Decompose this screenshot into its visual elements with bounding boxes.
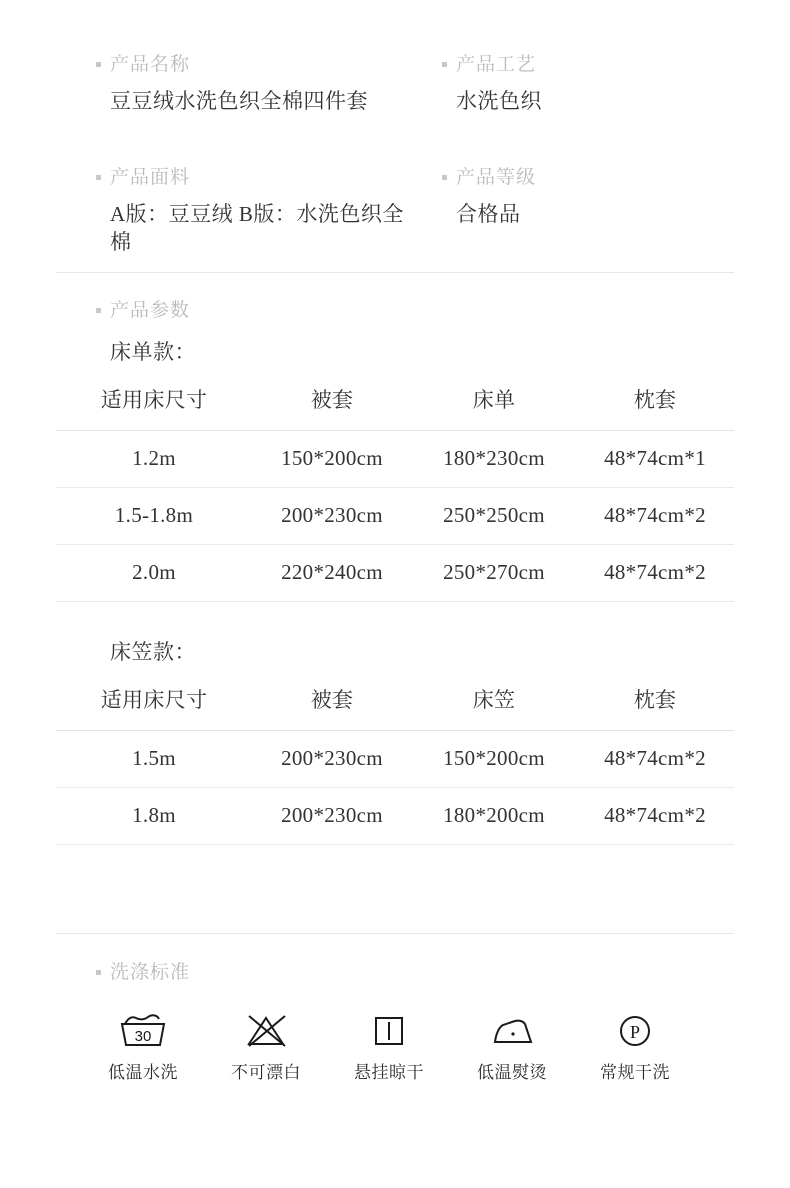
wash-standard-section [0,960,790,1083]
wash-icon-item-dry-clean [575,1008,695,1083]
svg-text:P: P [629,1022,641,1042]
wash-icon-item-no-bleach [206,1008,326,1083]
cell-pillowcase: 48*74cm*2 [576,788,734,845]
cell-pillowcase: 48*74cm*2 [576,488,734,545]
cell-bed-size: 1.5m [56,731,252,788]
column-header-duvet-cover: 被套 [252,680,412,731]
product-params-label [0,298,790,324]
bullet-icon [442,62,447,67]
cell-bed-size: 1.2m [56,431,252,488]
product-params-section [0,298,790,845]
table-row [56,545,734,602]
cell-pillowcase: 48*74cm*2 [576,545,734,602]
product-fabric-label-text: 产品面料 [110,167,191,188]
product-name-label-text: 产品名称 [110,54,191,75]
cell-duvet-cover: 220*240cm [252,545,412,602]
product-grade-label [442,165,790,191]
wash-icon-caption: 低温熨烫 [477,1063,547,1082]
divider-top [56,272,734,273]
cell-bed-size: 1.8m [56,788,252,845]
wash-icon-item-hang-dry [329,1008,449,1083]
wash-icon-item-low-temp-wash [83,1008,203,1083]
column-header-pillowcase: 枕套 [576,680,734,731]
cell-bed-size: 1.5-1.8m [56,488,252,545]
wash-icons-row [83,1008,695,1083]
info-field-product-craft [420,52,790,115]
cell-bedsheet: 250*250cm [412,488,576,545]
bullet-icon [96,62,101,67]
wash-standard-label-text: 洗涤标准 [110,962,191,983]
table-header-row [56,380,734,431]
table-header-row [56,680,734,731]
info-field-product-fabric [0,165,420,256]
divider-bottom [56,933,734,934]
info-field-product-grade [420,165,790,256]
wash-icon-caption: 常规干洗 [600,1063,670,1082]
dry-clean-p-icon [575,1008,695,1052]
info-row-gap [0,115,790,165]
info-row-2 [0,165,790,256]
fitted-sheet-table-title: 床笠款： [110,640,196,664]
product-craft-label-text: 产品工艺 [456,54,537,75]
bullet-icon [96,970,101,975]
no-bleach-triangle-icon [206,1008,326,1052]
column-header-fitted-sheet: 床笠 [412,680,576,731]
bedsheet-spec-table [56,380,734,602]
column-header-bed-size: 适用床尺寸 [56,380,252,431]
info-field-product-name [0,52,420,115]
svg-text:30: 30 [134,1028,152,1045]
product-name-label [96,52,420,78]
product-craft-label [442,52,790,78]
column-header-duvet-cover: 被套 [252,380,412,431]
table-row [56,431,734,488]
cell-fitted-sheet: 180*200cm [412,788,576,845]
bullet-icon [442,175,447,180]
cell-bedsheet: 250*270cm [412,545,576,602]
column-header-bed-size: 适用床尺寸 [56,680,252,731]
cell-pillowcase: 48*74cm*2 [576,731,734,788]
wash-icon-caption: 不可漂白 [231,1063,301,1082]
wash-tub-30-icon [83,1008,203,1052]
product-info-grid [0,52,790,256]
iron-low-temp-icon [452,1008,572,1052]
product-fabric-value: A版：豆豆绒 B版：水洗色织全棉 [110,202,404,254]
cell-duvet-cover: 200*230cm [252,488,412,545]
fitted-sheet-spec-table [56,680,734,845]
cell-pillowcase: 48*74cm*1 [576,431,734,488]
product-params-label-text: 产品参数 [110,300,191,321]
product-name-value: 豆豆绒水洗色织全棉四件套 [110,89,368,113]
cell-duvet-cover: 200*230cm [252,788,412,845]
wash-icon-caption: 悬挂晾干 [354,1063,424,1082]
hang-dry-square-icon [329,1008,449,1052]
table-row [56,731,734,788]
cell-duvet-cover: 150*200cm [252,431,412,488]
bedsheet-table-title: 床单款： [110,340,196,364]
product-grade-value: 合格品 [456,202,521,226]
product-grade-label-text: 产品等级 [456,167,537,188]
cell-bedsheet: 180*230cm [412,431,576,488]
table-row [56,788,734,845]
wash-icon-caption: 低温水洗 [108,1063,178,1082]
column-header-pillowcase: 枕套 [576,380,734,431]
column-header-bedsheet: 床单 [412,380,576,431]
table-spacer [0,602,790,624]
product-craft-value: 水洗色织 [456,89,542,113]
info-row-1 [0,52,790,115]
cell-bed-size: 2.0m [56,545,252,602]
cell-fitted-sheet: 150*200cm [412,731,576,788]
cell-duvet-cover: 200*230cm [252,731,412,788]
product-fabric-label [96,165,420,191]
bullet-icon [96,175,101,180]
wash-icon-item-low-temp-iron [452,1008,572,1083]
wash-standard-label [0,960,790,986]
table-row [56,488,734,545]
bullet-icon [96,308,101,313]
